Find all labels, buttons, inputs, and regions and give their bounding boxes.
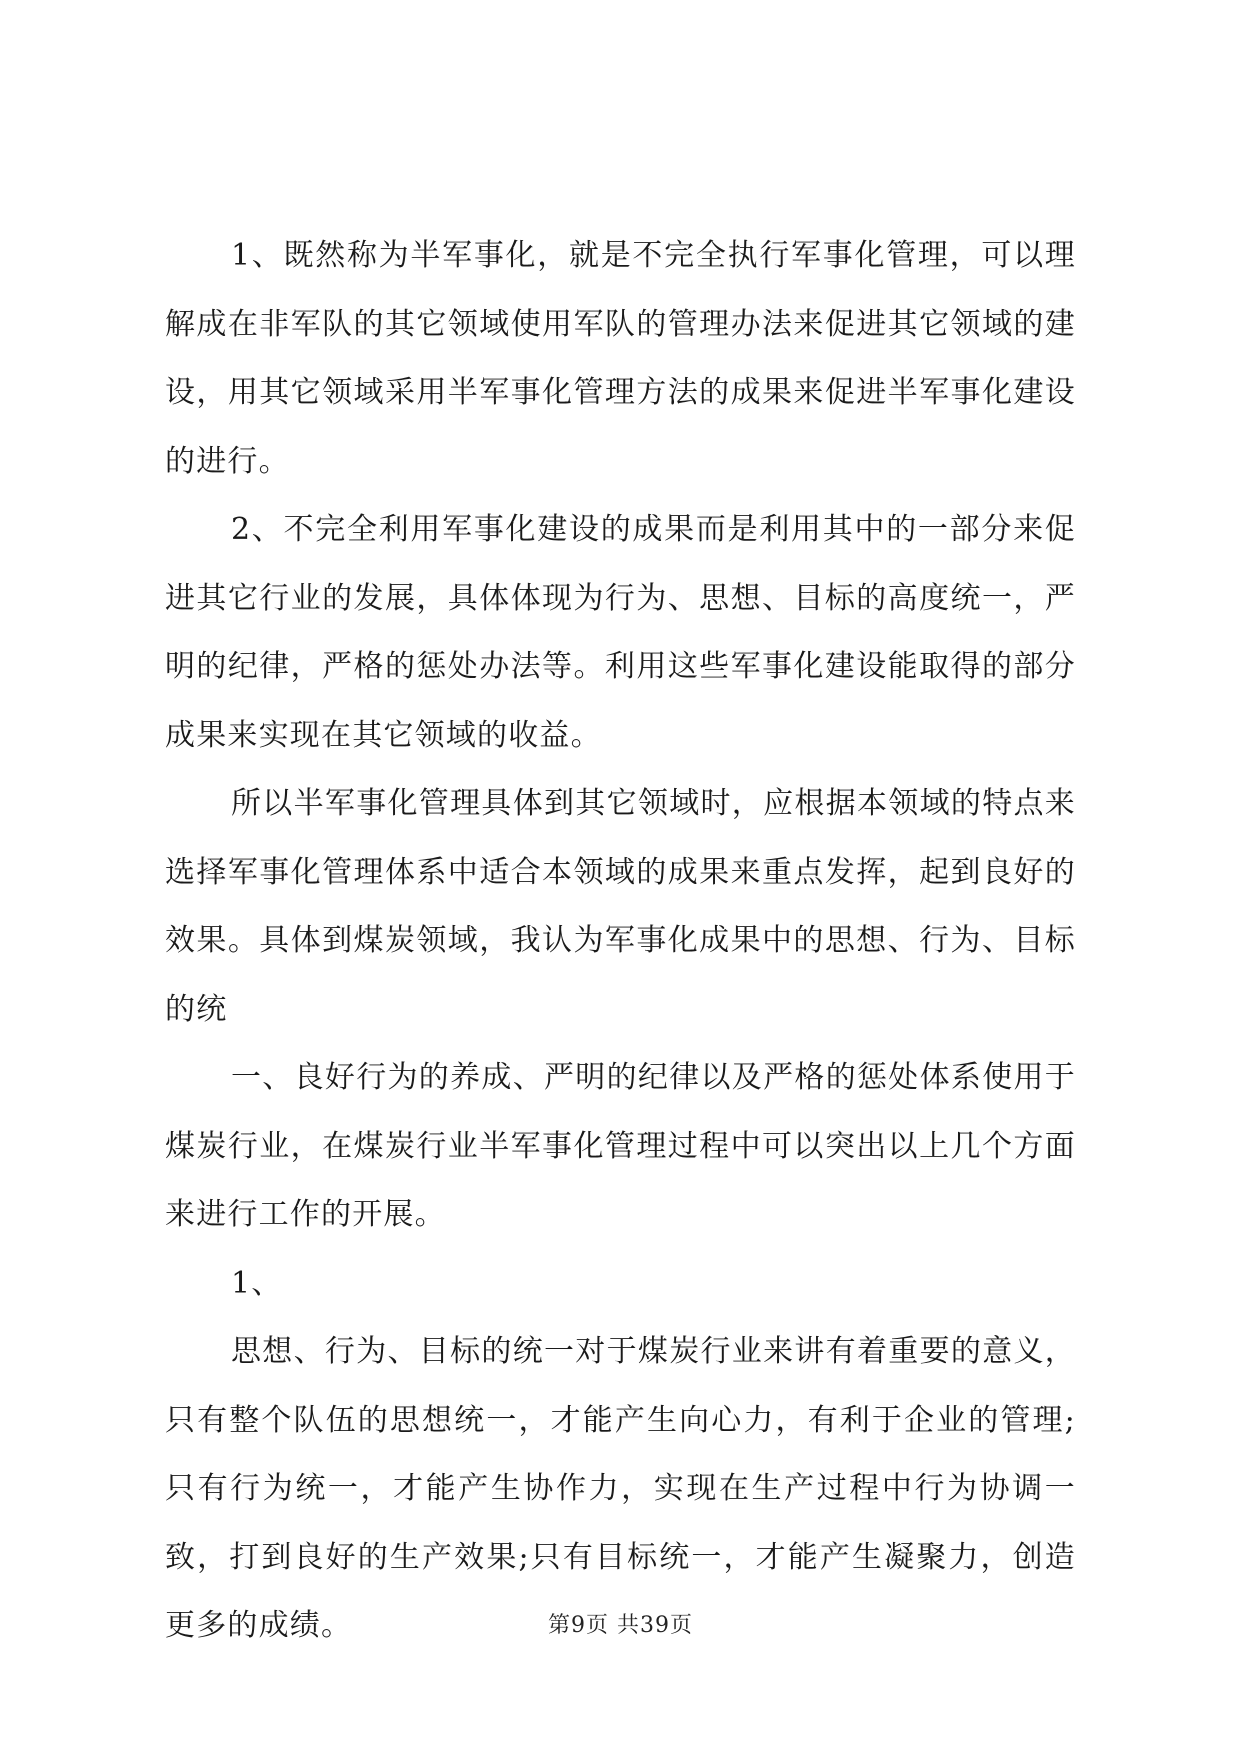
document-body [165, 222, 1076, 1661]
paragraph-3: 所以半军事化管理具体到其它领域时，应根据本领域的特点来选择军事化管理体系中适合本领域的成果来重点发挥，起到良好的效果。具体到煤炭领域，我认为军事化成果中的思想、行为、目标的统 [165, 786, 1076, 1027]
paragraph-2: 2、不完全利用军事化建设的成果而是利用其中的一部分来促进其它行业的发展，具体体现为行为、思想、目标的高度统一，严明的纪律，严格的惩处办法等。利用这些军事化建设能取得的部分成果来实现在其它领域的收益。 [165, 512, 1076, 753]
paragraph-1: 1、既然称为半军事化，就是不完全执行军事化管理，可以理解成在非军队的其它领域使用军队的管理办法来促进其它领域的建设，用其它领域采用半军事化管理方法的成果来促进半军事化建设的进行。 [165, 238, 1076, 479]
page-number-footer: 第9页 共39页 [548, 1613, 693, 1638]
paragraph-4: 一、良好行为的养成、严明的纪律以及严格的惩处体系使用于煤炭行业，在煤炭行业半军事化管理过程中可以突出以上几个方面来进行工作的开展。 [165, 1060, 1076, 1232]
paragraph-5: 1、 [231, 1265, 283, 1301]
paragraph-6: 思想、行为、目标的统一对于煤炭行业来讲有着重要的意义，只有整个队伍的思想统一，才能产生向心力，有利于企业的管理;只有行为统一，才能产生协作力，实现在生产过程中行为协调一致，打到良好的生产效果;只有目标统一，才能产生凝聚力，创造更多的成绩。 [165, 1334, 1076, 1643]
